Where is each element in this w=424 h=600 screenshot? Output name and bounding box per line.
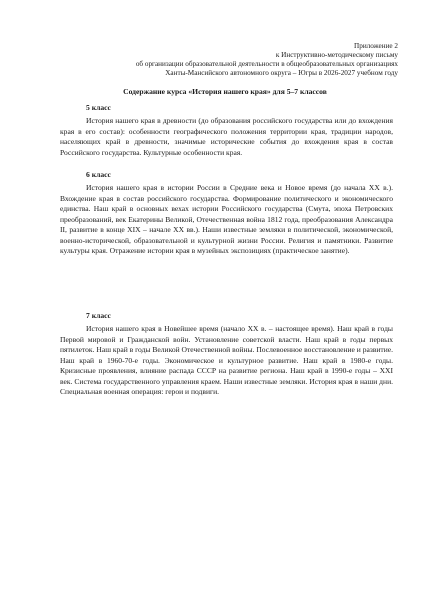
appendix-header	[68, 42, 398, 78]
appendix-subject: об организации образовательной деятельности в общеобразовательных организациях	[135, 59, 398, 68]
section-heading-grade-6: 6 класс	[86, 170, 111, 179]
appendix-region-year: Ханты-Мансийского автономного округа – Югры в 2026-2027 учебном году	[165, 68, 398, 77]
section-text-grade-5: История нашего края в древности (до образования российского государства или до вхождения края в его состав): особенности географического положения территории края, традиции народов, населяющих край в древности, значимые исторические события до вхождения края в состав Российского государства. Культурные особенности края.	[60, 116, 393, 157]
document-title: Содержание курса «История нашего края» для 5–7 классов	[123, 87, 327, 96]
section-text-grade-6: История нашего края в истории России в Средние века и Новое время (до начала XX в.). Вхождение края в состав российского государства. Формирование политического и экономического единства. Наш край в основных вехах истории Российского государства (Смута, эпоха Петровских преобразований, век Екатерины Великой, Отечественная война 1812 года, преобразования Александра II, развитие в конце XIX – начале XX вв.). Наши известные земляки в политической, экономической, военно-исторической, образовательной и культурной жизни России. Религия и памятники. Развитие культуры края. Отражение истории края в музейных экспозициях (практическое занятие).	[60, 183, 393, 255]
appendix-reference: к Инструктивно-методическому письму	[275, 50, 398, 59]
appendix-number: Приложение 2	[354, 42, 398, 50]
section-text-grade-7: История нашего края в Новейшее время (начало XX в. – настоящее время). Наш край в годы Первой мировой и Гражданской войн. Установление советской власти. Наш край в годы первых пятилеток. Наш край в годы Великой Отечественной войны. Послевоенное восстановление и развитие. Наш край в 1960-70-е годы. Экономическое и культурное развитие. Наш край в 1980-е годы. Кризисные проявления, влияние распада СССР на развитие региона. Наш край в 1990-е годы – XXI век. Система государственного управления краем. Наши известные земляки. История края в наши дни. Специальная военная операция: герои и подвиги.	[60, 324, 393, 396]
section-heading-grade-7: 7 класс	[86, 311, 111, 320]
section-heading-grade-5: 5 класс	[86, 103, 111, 112]
